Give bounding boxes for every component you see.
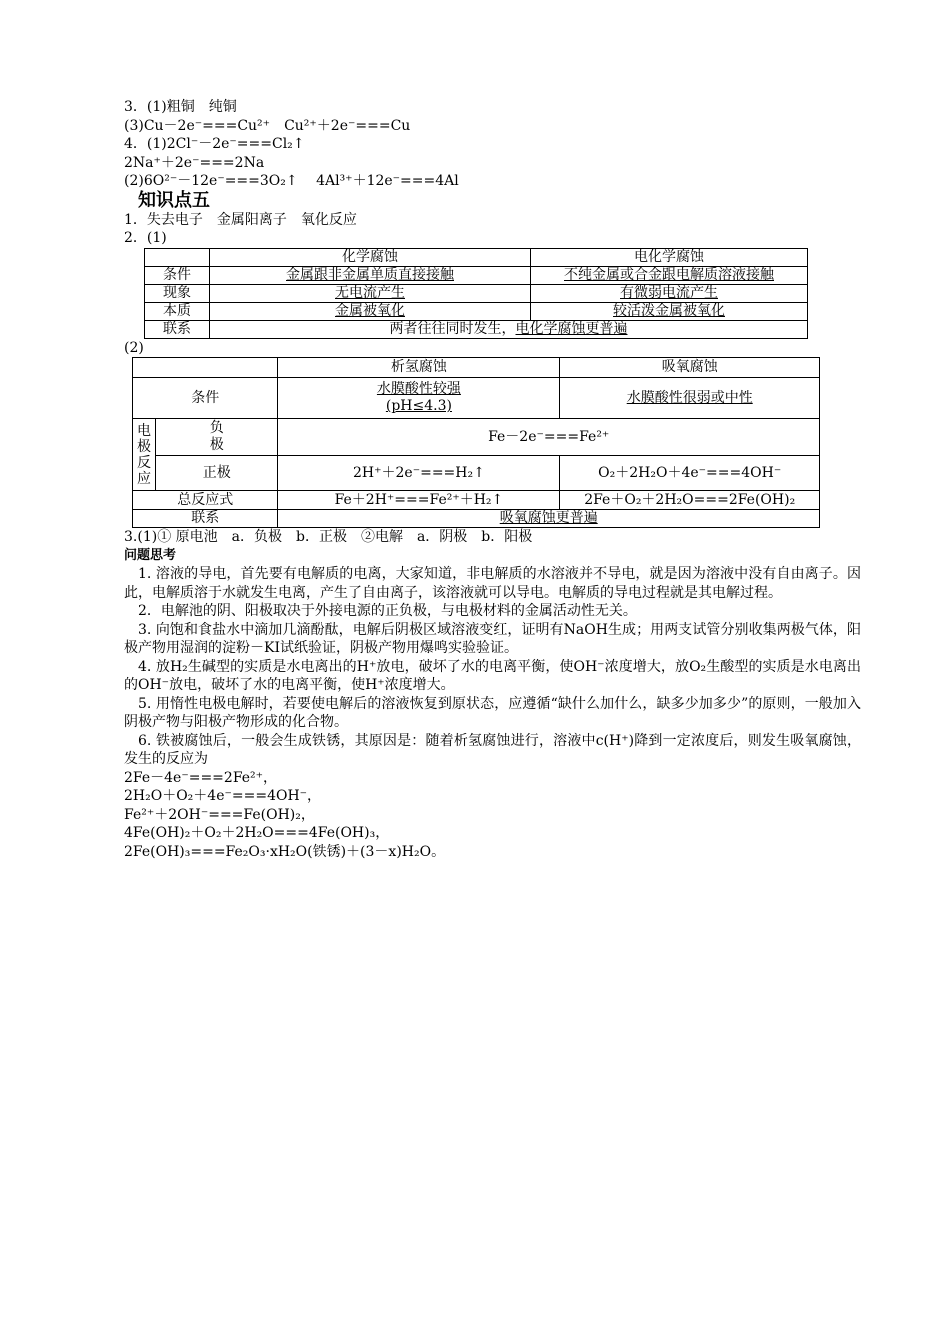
condition-text: 水膜酸性较强 [376, 381, 461, 397]
row-label: 条件 [133, 378, 278, 419]
answer-line: (2) [124, 339, 144, 356]
table-corner-cell [145, 248, 210, 266]
answer-line: (3)Cu－2e⁻===Cu²⁺ Cu²⁺＋2e⁻===Cu [124, 117, 411, 134]
table-cell: 较活泼金属被氧化 [531, 302, 808, 320]
table-row [133, 491, 820, 510]
row-label [133, 419, 156, 491]
table-row [145, 302, 808, 320]
table-cell: 无电流产生 [210, 284, 531, 302]
answer-line: 4．(1)2Cl⁻－2e⁻===Cl₂↑ [124, 136, 305, 152]
answer-line: 1．失去电子 金属阳离子 氧化反应 [124, 211, 357, 228]
table-cell: Fe＋2H⁺===Fe²⁺＋H₂↑ [278, 491, 560, 510]
table-row [133, 456, 820, 491]
thinking-title: 问题思考 [124, 547, 177, 563]
paragraph: 6. 铁被腐蚀后，一般会生成铁锈，其原因是：随着析氢腐蚀进行，溶液中c(H⁺)降到一定浓度后，则发生吸氧腐蚀，发生的反应为 [124, 732, 861, 767]
equation: 2H₂O＋O₂＋4e⁻===4OH⁻， [124, 788, 322, 804]
equation: 4Fe(OH)₂＋O₂＋2H₂O===4Fe(OH)₃， [124, 825, 390, 841]
table-cell: Fe－2e⁻===Fe²⁺ [278, 419, 820, 456]
label-char: 反 [137, 454, 151, 471]
table-cell: 2Fe＋O₂＋2H₂O===2Fe(OH)₂ [560, 491, 820, 510]
table-cell [210, 320, 808, 338]
table-header: 化学腐蚀 [210, 248, 531, 266]
table-header: 吸氧腐蚀 [560, 358, 820, 378]
link-text-underlined: 电化学腐蚀更普遍 [515, 320, 628, 337]
table-row [133, 510, 820, 528]
label-char: 电 [137, 422, 151, 439]
equation: 2Fe－4e⁻===2Fe²⁺， [124, 769, 278, 786]
equation-block [124, 769, 861, 862]
answer-line: (2)6O²⁻－12e⁻===3O₂↑ 4Al³⁺＋12e⁻===4Al [124, 173, 459, 189]
row-label: 联系 [133, 510, 278, 528]
equation: Fe²⁺＋2OH⁻===Fe(OH)₂， [124, 806, 315, 823]
row-label: 现象 [145, 284, 210, 302]
hydrogen-oxygen-corrosion-table [132, 357, 820, 528]
table-row [145, 266, 808, 284]
paragraph: 3. 向饱和食盐水中滴加几滴酚酞，电解后阴极区域溶液变红，证明有NaOH生成；用两支试管分别收集两极气体，阳极产物用湿润的淀粉－KI试纸验证，阴极产物用爆鸣实验验证。 [124, 621, 861, 656]
table-cell: 金属被氧化 [210, 302, 531, 320]
equation: 2Fe(OH)₃===Fe₂O₃·xH₂O(铁锈)＋(3－x)H₂O。 [124, 843, 446, 860]
table-cell: 吸氧腐蚀更普遍 [278, 510, 820, 528]
table-header: 析氢腐蚀 [278, 358, 560, 378]
table-cell [278, 378, 560, 419]
answer-line: 3．(1)粗铜 纯铜 [124, 99, 237, 115]
link-text: 两者往往同时发生， [389, 320, 516, 337]
condition-text: (pH≤4.3) [385, 398, 452, 414]
table-cell: 不纯金属或合金跟电解质溶液接触 [531, 266, 808, 284]
paragraph: 1. 溶液的导电，首先要有电解质的电离，大家知道，非电解质的水溶液并不导电，就是因为溶液中没有自由离子。因此，电解质溶于水就发生电离，产生了自由离子，该溶液就可以导电。电解质的导电过程就是其电解过程。 [124, 566, 861, 601]
table-row [133, 378, 820, 419]
table-cell: 金属跟非金属单质直接接触 [210, 266, 531, 284]
paragraph: 4. 放H₂生碱型的实质是水电离出的H⁺放电，破坏了水的电离平衡，使OH⁻浓度增大，放O₂生酸型的实质是水电离出的OH⁻放电，破坏了水的电离平衡，使H⁺浓度增大。 [124, 658, 861, 693]
row-label [156, 419, 278, 456]
table-corner-cell [133, 358, 278, 378]
section-title: 知识点五 [138, 189, 210, 211]
answer-line: 2．(1) [124, 230, 167, 246]
table-row [145, 320, 808, 338]
row-label: 联系 [145, 320, 210, 338]
table-header-row [145, 248, 808, 266]
answer-line: 3.(1)① 原电池 a．负极 b．正极 ②电解 a．阴极 b．阳极 [124, 529, 533, 545]
table-header: 电化学腐蚀 [531, 248, 808, 266]
label-char: 负 [209, 420, 224, 436]
table-row [133, 419, 820, 456]
label-char: 应 [137, 470, 151, 487]
paragraph: 5. 用惰性电极电解时，若要使电解后的溶液恢复到原状态，应遵循“缺什么加什么，缺多少加多少”的原则，一般加入阴极产物与阳极产物形成的化合物。 [124, 695, 861, 730]
label-char: 极 [137, 438, 151, 455]
table-cell: 有微弱电流产生 [531, 284, 808, 302]
label-char: 极 [209, 437, 224, 453]
row-label: 正极 [156, 456, 278, 491]
corrosion-comparison-table [144, 248, 808, 339]
document-page [124, 98, 861, 861]
table-cell: 2H⁺＋2e⁻===H₂↑ [278, 456, 560, 491]
table-cell: 水膜酸性很弱或中性 [560, 378, 820, 419]
row-label: 条件 [145, 266, 210, 284]
table-cell: O₂＋2H₂O＋4e⁻===4OH⁻ [560, 456, 820, 491]
answer-line: 2Na⁺＋2e⁻===2Na [124, 154, 265, 171]
row-label: 本质 [145, 302, 210, 320]
table-header-row [133, 358, 820, 378]
row-label: 总反应式 [133, 491, 278, 510]
table-row [145, 284, 808, 302]
paragraph: 2．电解池的阴、阳极取决于外接电源的正负极，与电极材料的金属活动性无关。 [138, 603, 637, 619]
